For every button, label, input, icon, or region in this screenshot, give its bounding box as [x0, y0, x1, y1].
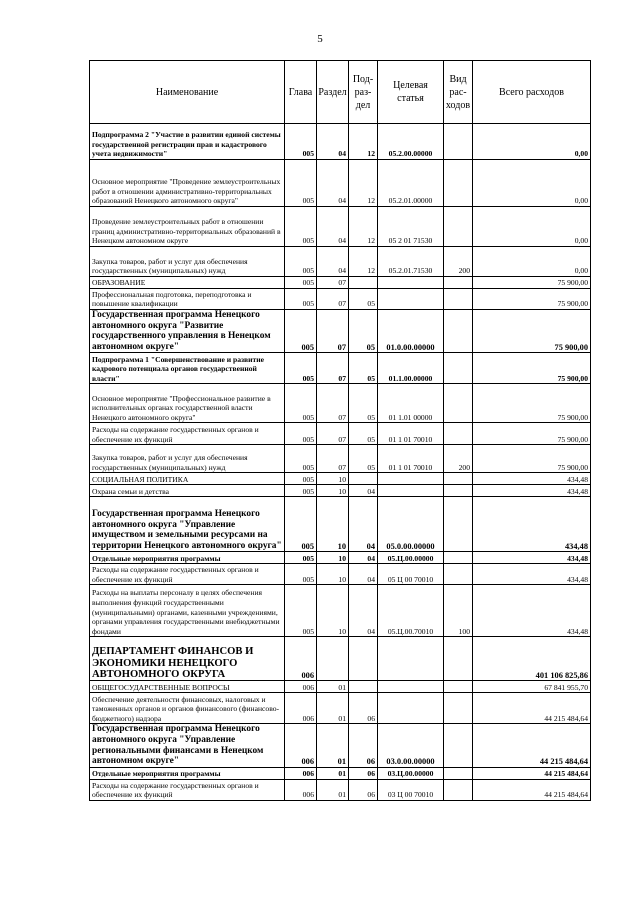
table-cell-subsection: 05	[349, 353, 378, 384]
table-row	[90, 637, 591, 681]
table-row	[90, 277, 591, 289]
table-cell-target	[378, 473, 444, 485]
table-cell-subsection: 04	[349, 585, 378, 637]
table-row	[90, 207, 591, 247]
table-cell-exp-type: 100	[444, 585, 473, 637]
table-cell-total: 44 215 484,64	[473, 767, 591, 779]
table-cell-subsection: 05	[349, 289, 378, 310]
table-cell-target	[378, 681, 444, 693]
table-row	[90, 564, 591, 585]
table-cell-exp-type	[444, 724, 473, 767]
table-cell-exp-type: 200	[444, 445, 473, 473]
table-cell-total: 0,00	[473, 207, 591, 247]
header-exp-type: Вид рас-ходов	[444, 61, 473, 124]
table-cell-section: 07	[317, 310, 349, 353]
table-cell-chapter: 005	[285, 289, 317, 310]
table-cell-total: 67 841 955,70	[473, 681, 591, 693]
header-section: Раздел	[317, 61, 349, 124]
table-cell-subsection: 12	[349, 160, 378, 207]
table-cell-section: 07	[317, 384, 349, 423]
table-cell-subsection: 04	[349, 497, 378, 552]
table-cell-target: 05.0.00.00000	[378, 497, 444, 552]
table-cell-name: Подпрограмма 2 "Участие в развитии единой системы государственной регистрации прав и кадастрового учета недвижимости"	[90, 124, 285, 160]
table-cell-subsection: 06	[349, 767, 378, 779]
table-cell-exp-type	[444, 423, 473, 445]
table-cell-target: 05.Ц.00.00000	[378, 552, 444, 564]
header-total: Всего расходов	[473, 61, 591, 124]
table-cell-chapter: 005	[285, 384, 317, 423]
table-cell-chapter: 006	[285, 724, 317, 767]
table-cell-chapter: 005	[285, 353, 317, 384]
table-cell-total: 434,48	[473, 585, 591, 637]
table-cell-target	[378, 289, 444, 310]
table-cell-chapter: 005	[285, 310, 317, 353]
table-cell-exp-type	[444, 310, 473, 353]
table-cell-chapter: 005	[285, 247, 317, 277]
page-number: 5	[317, 33, 323, 45]
table-cell-name: Проведение землеустроительных работ в отношении границ административно-территориальных образований в Ненецком автономном округе	[90, 207, 285, 247]
table-cell-total: 0,00	[473, 247, 591, 277]
table-cell-target	[378, 637, 444, 681]
table-cell-total: 401 106 825,86	[473, 637, 591, 681]
table-cell-exp-type	[444, 779, 473, 800]
table-cell-total: 434,48	[473, 473, 591, 485]
table-cell-exp-type	[444, 497, 473, 552]
table-row	[90, 552, 591, 564]
table-cell-chapter: 005	[285, 564, 317, 585]
table-row	[90, 779, 591, 800]
table-cell-subsection	[349, 473, 378, 485]
table-cell-section	[317, 637, 349, 681]
table-cell-name: Расходы на содержание государственных органов и обеспечение их функций	[90, 779, 285, 800]
table-cell-target: 03.Ц.00.00000	[378, 767, 444, 779]
budget-table	[89, 60, 591, 801]
table-cell-chapter: 006	[285, 681, 317, 693]
table-cell-target: 01 1 01 70010	[378, 445, 444, 473]
table-cell-name: Государственная программа Ненецкого автономного округа "Развитие государственного управления в Ненецком автономном округе"	[90, 310, 285, 353]
table-cell-exp-type	[444, 552, 473, 564]
table-cell-subsection: 05	[349, 445, 378, 473]
table-cell-target: 01 1 01 70010	[378, 423, 444, 445]
table-cell-exp-type	[444, 693, 473, 724]
table-cell-exp-type	[444, 637, 473, 681]
table-cell-chapter: 005	[285, 445, 317, 473]
table-cell-total: 75 900,00	[473, 353, 591, 384]
table-cell-section: 10	[317, 585, 349, 637]
table-row	[90, 423, 591, 445]
table-cell-exp-type	[444, 767, 473, 779]
table-cell-section: 10	[317, 485, 349, 497]
table-cell-section: 04	[317, 160, 349, 207]
table-cell-name: Государственная программа Ненецкого автономного округа "Управление имуществом и земельными ресурсами на территории Ненецкого автономного округа"	[90, 497, 285, 552]
table-row	[90, 724, 591, 767]
table-cell-subsection: 04	[349, 564, 378, 585]
table-cell-exp-type	[444, 384, 473, 423]
table-cell-chapter: 005	[285, 160, 317, 207]
table-row	[90, 310, 591, 353]
table-cell-subsection: 05	[349, 423, 378, 445]
table-cell-total: 44 215 484,64	[473, 724, 591, 767]
table-cell-target: 03.0.00.00000	[378, 724, 444, 767]
table-cell-total: 0,00	[473, 160, 591, 207]
table-cell-target: 05 2 01 71530	[378, 207, 444, 247]
table-cell-subsection: 04	[349, 552, 378, 564]
table-cell-exp-type	[444, 124, 473, 160]
table-cell-name: Отдельные мероприятия программы	[90, 552, 285, 564]
table-cell-section: 10	[317, 497, 349, 552]
table-cell-total: 75 900,00	[473, 423, 591, 445]
table-row	[90, 473, 591, 485]
table-header-row	[90, 61, 591, 124]
table-cell-subsection	[349, 681, 378, 693]
table-cell-section: 10	[317, 552, 349, 564]
table-cell-name: ОБЩЕГОСУДАРСТВЕННЫЕ ВОПРОСЫ	[90, 681, 285, 693]
table-cell-target: 01 1.01 00000	[378, 384, 444, 423]
table-cell-chapter: 006	[285, 637, 317, 681]
table-cell-section: 01	[317, 779, 349, 800]
table-cell-name: ДЕПАРТАМЕНТ ФИНАНСОВ И ЭКОНОМИКИ НЕНЕЦКОГО АВТОНОМНОГО ОКРУГА	[90, 637, 285, 681]
table-cell-name: Расходы на содержание государственных органов и обеспечение их функций	[90, 423, 285, 445]
table-cell-section: 01	[317, 681, 349, 693]
table-row	[90, 445, 591, 473]
table-cell-target: 05.2.01.00000	[378, 160, 444, 207]
table-row	[90, 384, 591, 423]
table-cell-name: Охрана семьи и детства	[90, 485, 285, 497]
table-row	[90, 767, 591, 779]
table-cell-exp-type: 200	[444, 247, 473, 277]
table-cell-name: Профессиональная подготовка, переподготовка и повышение квалификации	[90, 289, 285, 310]
table-cell-chapter: 006	[285, 767, 317, 779]
table-cell-subsection: 06	[349, 693, 378, 724]
table-cell-section: 07	[317, 289, 349, 310]
table-row	[90, 585, 591, 637]
table-row	[90, 497, 591, 552]
table-cell-name: Расходы на выплаты персоналу в целях обеспечения выполнения функций государственными (муниципальными) органами, казенными учреждениями, органами управления государственными внебюджетными фондами	[90, 585, 285, 637]
table-cell-chapter: 005	[285, 423, 317, 445]
table-cell-target: 05 Ц 00 70010	[378, 564, 444, 585]
table-cell-section: 10	[317, 473, 349, 485]
table-row	[90, 353, 591, 384]
table-cell-subsection: 04	[349, 485, 378, 497]
table-cell-section: 04	[317, 124, 349, 160]
table-cell-section: 07	[317, 423, 349, 445]
table-cell-chapter: 005	[285, 277, 317, 289]
table-cell-total: 75 900,00	[473, 310, 591, 353]
header-name: Наименование	[90, 61, 285, 124]
table-cell-total: 434,48	[473, 485, 591, 497]
table-cell-subsection: 06	[349, 779, 378, 800]
table-cell-total: 434,48	[473, 564, 591, 585]
table-cell-name: СОЦИАЛЬНАЯ ПОЛИТИКА	[90, 473, 285, 485]
table-cell-name: Подпрограмма 1 "Совершенствование и развитие кадрового потенциала органов государственной власти"	[90, 353, 285, 384]
table-cell-name: Государственная программа Ненецкого автономного округа "Управление региональными финансами в Ненецком автономном округе"	[90, 724, 285, 767]
table-cell-name: Закупка товаров, работ и услуг для обеспечения государственных (муниципальных) нужд	[90, 445, 285, 473]
table-cell-target: 05.2.00.00000	[378, 124, 444, 160]
table-cell-target: 01.1.00.00000	[378, 353, 444, 384]
table-cell-name: Закупка товаров, работ и услуг для обеспечения государственных (муниципальных) нужд	[90, 247, 285, 277]
table-cell-subsection: 05	[349, 310, 378, 353]
table-cell-chapter: 005	[285, 124, 317, 160]
table-row	[90, 289, 591, 310]
table-cell-subsection: 12	[349, 124, 378, 160]
table-cell-exp-type	[444, 681, 473, 693]
table-cell-section: 07	[317, 277, 349, 289]
table-cell-section: 07	[317, 353, 349, 384]
table-cell-subsection	[349, 637, 378, 681]
table-cell-chapter: 005	[285, 473, 317, 485]
table-cell-total: 44 215 484,64	[473, 779, 591, 800]
header-chapter: Глава	[285, 61, 317, 124]
table-cell-name: ОБРАЗОВАНИЕ	[90, 277, 285, 289]
table-cell-subsection: 05	[349, 384, 378, 423]
table-cell-chapter: 005	[285, 585, 317, 637]
table-cell-total: 75 900,00	[473, 445, 591, 473]
table-cell-name: Расходы на содержание государственных органов и обеспечение их функций	[90, 564, 285, 585]
table-cell-chapter: 006	[285, 693, 317, 724]
table-cell-total: 75 900,00	[473, 277, 591, 289]
table-cell-section: 04	[317, 247, 349, 277]
table-cell-subsection: 06	[349, 724, 378, 767]
table-cell-subsection: 12	[349, 207, 378, 247]
table-cell-section: 01	[317, 693, 349, 724]
table-cell-section: 01	[317, 767, 349, 779]
table-cell-subsection	[349, 277, 378, 289]
table-cell-name: Отдельные мероприятия программы	[90, 767, 285, 779]
table-cell-chapter: 006	[285, 779, 317, 800]
table-row	[90, 485, 591, 497]
table-row	[90, 160, 591, 207]
table-cell-target	[378, 277, 444, 289]
table-cell-target	[378, 485, 444, 497]
table-cell-total: 434,48	[473, 552, 591, 564]
table-cell-section: 04	[317, 207, 349, 247]
table-cell-target: 05.Ц.00.70010	[378, 585, 444, 637]
table-cell-exp-type	[444, 289, 473, 310]
table-row	[90, 124, 591, 160]
table-cell-chapter: 005	[285, 497, 317, 552]
table-cell-exp-type	[444, 277, 473, 289]
table-cell-exp-type	[444, 160, 473, 207]
table-cell-target: 05.2.01.71530	[378, 247, 444, 277]
table-cell-target: 03 Ц 00 70010	[378, 779, 444, 800]
header-subsection: Под-раз-дел	[349, 61, 378, 124]
table-cell-section: 10	[317, 564, 349, 585]
table-cell-total: 434,48	[473, 497, 591, 552]
table-cell-exp-type	[444, 353, 473, 384]
table-cell-name: Основное мероприятие "Профессиональное развитие в исполнительных органах государственной власти Ненецкого автономного округа"	[90, 384, 285, 423]
table-row	[90, 681, 591, 693]
table-cell-exp-type	[444, 473, 473, 485]
table-cell-total: 44 215 484,64	[473, 693, 591, 724]
table-cell-name: Обеспечение деятельности финансовых, налоговых и таможенных органов и органов финансового (финансово-бюджетного) надзора	[90, 693, 285, 724]
table-row	[90, 247, 591, 277]
table-cell-target	[378, 693, 444, 724]
table-cell-section: 01	[317, 724, 349, 767]
table-cell-total: 0,00	[473, 124, 591, 160]
table-cell-name: Основное мероприятие "Проведение землеустроительных работ в отношении административно-территориальных образований Ненецкого автономного округа"	[90, 160, 285, 207]
table-cell-total: 75 900,00	[473, 384, 591, 423]
table-row	[90, 693, 591, 724]
table-cell-chapter: 005	[285, 485, 317, 497]
table-cell-exp-type	[444, 564, 473, 585]
table-cell-chapter: 005	[285, 207, 317, 247]
table-cell-exp-type	[444, 207, 473, 247]
table-cell-exp-type	[444, 485, 473, 497]
table-cell-chapter: 005	[285, 552, 317, 564]
table-cell-section: 07	[317, 445, 349, 473]
header-target: Целевая статья	[378, 61, 444, 124]
table-cell-subsection: 12	[349, 247, 378, 277]
table-cell-target: 01.0.00.00000	[378, 310, 444, 353]
table-cell-total: 75 900,00	[473, 289, 591, 310]
